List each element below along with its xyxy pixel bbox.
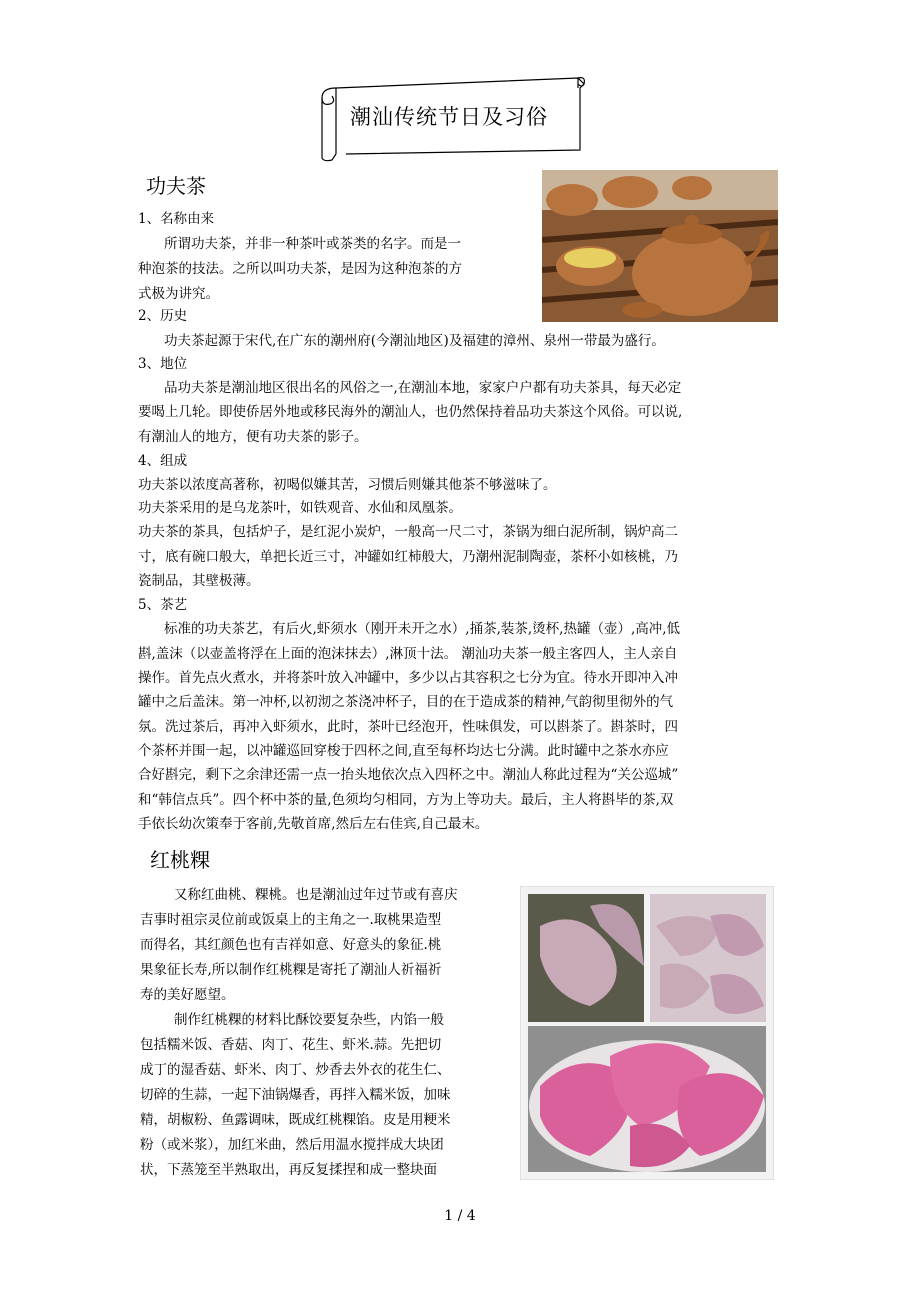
text-line: 功夫茶的茶具，包括炉子，是红泥小炭炉，一般高一尺二寸，茶锅为细白泥所制，锅炉高二 xyxy=(138,524,678,540)
text-line: 果象征长寿,所以制作红桃粿是寄托了潮汕人祈福祈 xyxy=(140,962,442,978)
text-line: 5、茶艺 xyxy=(138,597,188,613)
page-number: 1 / 4 xyxy=(444,1208,476,1224)
text-line: 个茶杯并围一起，以冲罐巡回穿梭于四杯之间,直至每杯均达七分满。此时罐中之茶水亦应 xyxy=(138,743,669,759)
section-heading-tea: 功夫茶 xyxy=(146,174,206,198)
text-line: 寸，底有碗口般大，单把长近三寸，冲罐如红柿般大，乃潮州泥制陶壶，茶杯小如核桃，乃 xyxy=(138,549,678,565)
text-line: 瓷制品，其壁极薄。 xyxy=(138,573,260,589)
peach-kueh-photo xyxy=(520,886,774,1180)
text-line: 式极为讲究。 xyxy=(138,286,219,302)
text-line: 斟,盖沫（以壶盖将浮在上面的泡沫抹去）,淋顶十法。 潮汕功夫茶一般主客四人，主人亲自 xyxy=(138,646,678,662)
text-line: 包括糯米饭、香菇、肉丁、花生、虾米.蒜。先把切 xyxy=(140,1037,442,1053)
text-line: 所谓功夫茶，并非一种茶叶或茶类的名字。而是一 xyxy=(164,236,461,252)
text-line: 品功夫茶是潮汕地区很出名的风俗之一,在潮汕本地，家家户户都有功夫茶具，每天必定 xyxy=(164,380,682,396)
text-line: 功夫茶起源于宋代,在广东的潮州府(今潮汕地区)及福建的漳州、泉州一带最为盛行。 xyxy=(164,333,665,349)
text-line: 种泡茶的技法。之所以叫功夫茶，是因为这种泡茶的方 xyxy=(138,261,462,277)
text-line: 2、历史 xyxy=(138,308,188,324)
text-line: 手依长幼次策奉于客前,先敬首席,然后左右佳宾,自己最末。 xyxy=(138,816,489,832)
text-line: 切碎的生蒜，一起下油锅爆香，再拌入糯米饭，加味 xyxy=(140,1087,451,1103)
text-line: 成丁的湿香菇、虾米、肉丁、炒香去外衣的花生仁、 xyxy=(140,1062,451,1078)
text-line: 又称红曲桃、粿桃。也是潮汕过年过节或有喜庆 xyxy=(174,887,458,903)
text-line: 要喝上几轮。即使侨居外地或移民海外的潮汕人，也仍然保持着品功夫茶这个风俗。可以说, xyxy=(138,404,683,420)
text-line: 氛。洗过茶后，再冲入虾须水，此时，茶叶已经泡开，性味俱发，可以斟茶了。斟茶时，四 xyxy=(138,719,678,735)
text-line: 粉（或米浆），加红米曲，然后用温水搅拌成大块团 xyxy=(140,1137,444,1153)
text-line: 4、组成 xyxy=(138,453,188,469)
text-line: 功夫茶以浓度高著称，初喝似嫌其苦，习惯后则嫌其他茶不够滋味了。 xyxy=(138,477,557,493)
text-line: 功夫茶采用的是乌龙茶叶，如铁观音、水仙和凤凰茶。 xyxy=(138,500,462,516)
text-line: 合好斟完，剩下之余津还需一点一抬头地依次点入四杯之中。潮汕人称此过程为“关公巡城” xyxy=(138,767,679,783)
text-line: 1、名称由来 xyxy=(138,211,215,227)
text-line: 而得名，其红颜色也有吉祥如意、好意头的象征.桃 xyxy=(140,937,442,953)
text-line: 寿的美好愿望。 xyxy=(140,987,235,1003)
text-line: 吉事时祖宗灵位前或饭桌上的主角之一.取桃果造型 xyxy=(140,912,442,928)
text-line: 制作红桃粿的材料比酥饺要复杂些，内馅一般 xyxy=(174,1012,444,1028)
text-line: 操作。首先点火煮水，并将茶叶放入冲罐中，多少以占其容积之七分为宜。待水开即冲入冲 xyxy=(138,670,678,686)
text-line: 和“韩信点兵”。四个杯中茶的量,色须均匀相同，方为上等功夫。最后，主人将斟毕的茶,双 xyxy=(138,792,674,808)
teapot-photo xyxy=(542,170,778,322)
text-line: 罐中之后盖沫。第一冲杯,以初沏之茶浇冲杯子，目的在于造成茶的精神,气韵彻里彻外的气 xyxy=(138,694,674,710)
text-line: 有潮汕人的地方，便有功夫茶的影子。 xyxy=(138,429,368,445)
text-line: 精，胡椒粉、鱼露调味，既成红桃粿馅。皮是用粳米 xyxy=(140,1112,451,1128)
section-heading-peach: 红桃粿 xyxy=(150,848,210,872)
text-line: 标准的功夫茶艺，有后火,虾须水（刚开未开之水）,捅茶,装茶,烫杯,热罐（壶）,高冲,低 xyxy=(164,621,681,637)
text-line: 3、地位 xyxy=(138,356,188,372)
text-line: 状，下蒸笼至半熟取出，再反复揉捏和成一整块面 xyxy=(140,1162,437,1178)
page-title: 潮汕传统节日及习俗 xyxy=(350,105,548,129)
